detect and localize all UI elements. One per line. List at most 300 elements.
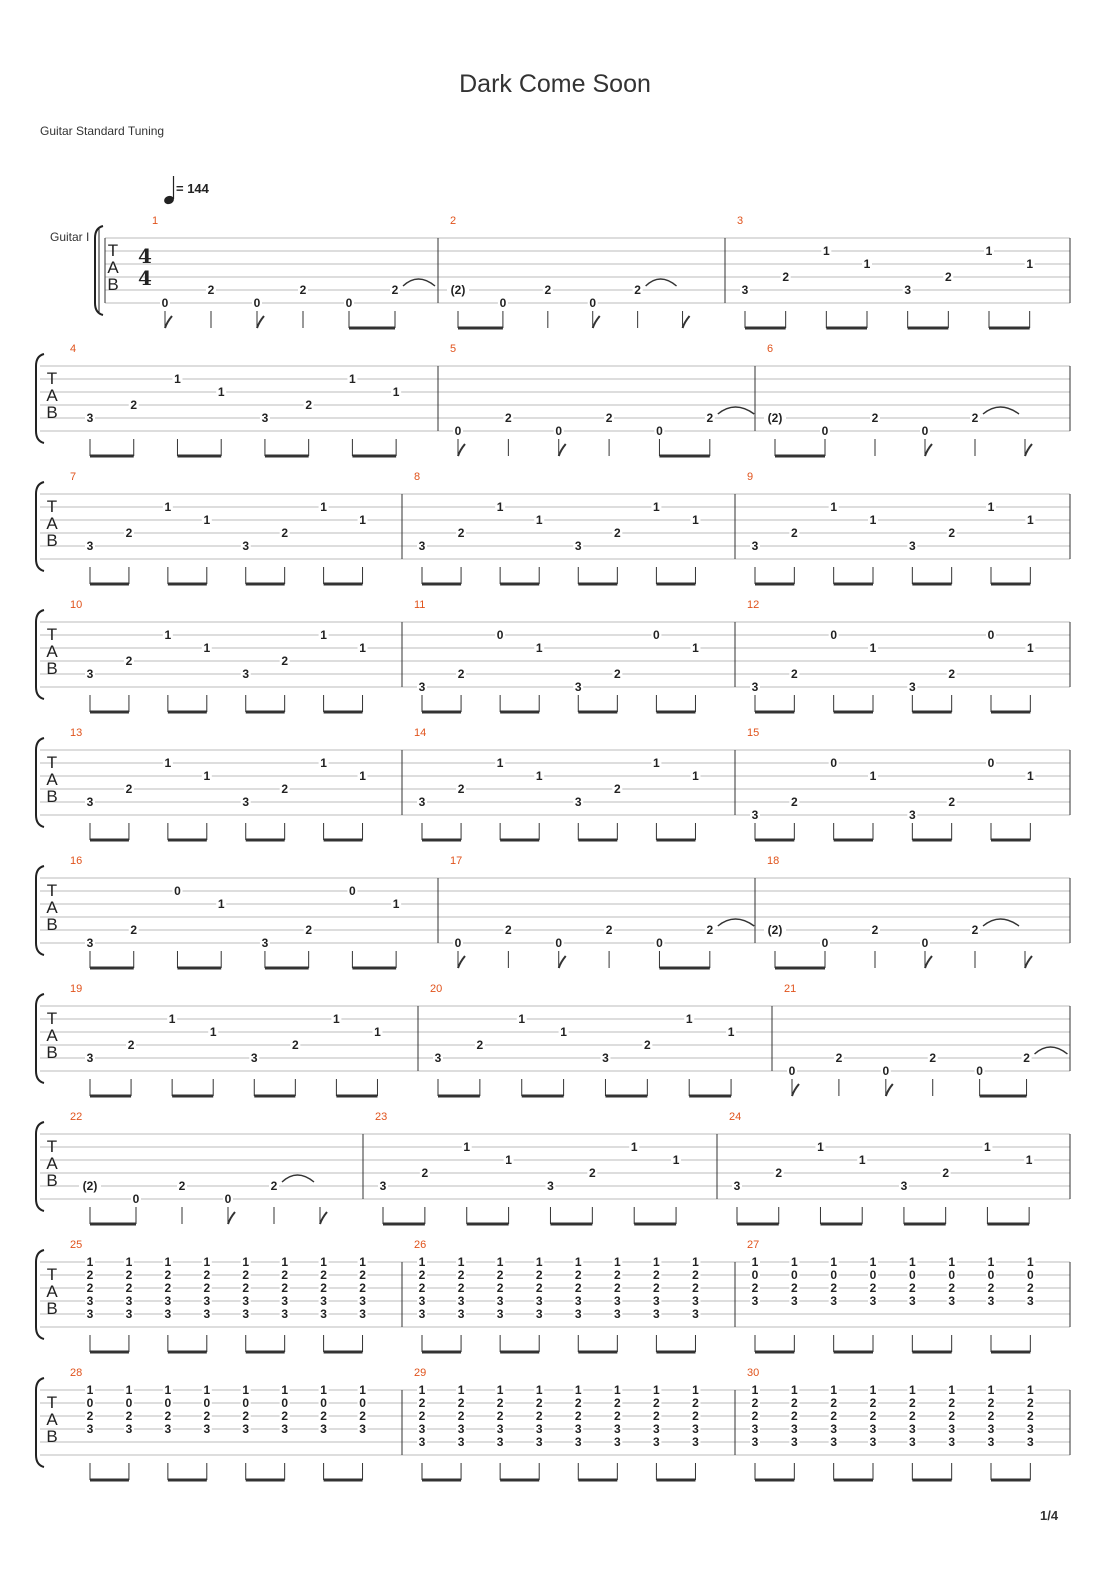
fret-number: 0: [589, 296, 597, 310]
fret-number: 2: [613, 1281, 621, 1295]
fret-number: 3: [751, 1435, 759, 1449]
fret-number: 3: [602, 1051, 609, 1065]
fret-number: 0: [921, 424, 929, 438]
fret-number: 0: [496, 628, 504, 642]
fret-number: 1: [320, 756, 327, 770]
page-number: 1/4: [1040, 1508, 1059, 1523]
fret-number: 2: [1026, 1396, 1034, 1410]
fret-number: 2: [948, 1409, 956, 1423]
fret-number: 1: [535, 1255, 543, 1269]
fret-number: 3: [653, 1307, 660, 1321]
fret-number: 2: [391, 283, 399, 297]
system-bracket: [36, 866, 44, 955]
fret-number: 3: [86, 1051, 94, 1065]
fret-number: 3: [281, 1422, 289, 1436]
fret-number: 3: [261, 411, 269, 425]
fret-number: 0: [224, 1192, 232, 1206]
fret-number: 1: [830, 500, 838, 514]
fret-number: 2: [418, 1396, 426, 1410]
fret-number: 2: [835, 1051, 843, 1065]
fret-number: 2: [871, 923, 879, 937]
tab-clef-a: A: [46, 1410, 58, 1429]
fret-number: 3: [418, 1435, 426, 1449]
fret-number: 2: [613, 667, 621, 681]
tab-clef-b: B: [46, 915, 58, 934]
eighth-flag: [257, 316, 264, 328]
tab-clef-t: T: [46, 497, 58, 516]
fret-number: (2): [82, 1179, 98, 1193]
fret-number: 1: [418, 1255, 426, 1269]
fret-number: 3: [733, 1179, 741, 1193]
fret-number: 1: [869, 1383, 877, 1397]
fret-number: 0: [499, 296, 507, 310]
fret-number: 3: [86, 1294, 94, 1308]
fret-number: 1: [164, 500, 172, 514]
fret-number: 3: [203, 1422, 211, 1436]
fret-number: 1: [672, 1153, 680, 1167]
fret-number: 2: [164, 1268, 172, 1282]
fret-number: 3: [653, 1294, 660, 1308]
eighth-flag: [925, 444, 932, 456]
fret-number: 1: [359, 513, 366, 527]
fret-number: 3: [790, 1435, 798, 1449]
fret-number: 3: [418, 1422, 426, 1436]
fret-number: 1: [203, 513, 211, 527]
tab-clef-t: T: [46, 1009, 58, 1028]
fret-number: 0: [86, 1396, 94, 1410]
fret-number: 2: [706, 411, 714, 425]
fret-number: 2: [457, 1396, 465, 1410]
measure-number: 8: [414, 471, 421, 483]
fret-number: 2: [125, 654, 133, 668]
fret-number: 2: [242, 1268, 250, 1282]
system-bracket: [36, 1378, 44, 1467]
fret-number: 3: [653, 1435, 660, 1449]
fret-number: 3: [908, 808, 916, 822]
fret-number: 1: [242, 1255, 250, 1269]
fret-number: 1: [281, 1383, 289, 1397]
fret-number: 2: [790, 1281, 798, 1295]
fret-number: 2: [613, 1409, 621, 1423]
fret-number: 3: [830, 1294, 838, 1308]
measure-number: 20: [430, 983, 443, 995]
fret-number: 3: [242, 1294, 250, 1308]
fret-number: 2: [613, 782, 621, 796]
fret-number: 2: [574, 1409, 582, 1423]
fret-number: 3: [242, 667, 250, 681]
fret-number: 2: [605, 923, 613, 937]
system-bracket: [36, 482, 44, 571]
fret-number: 1: [830, 1255, 838, 1269]
fret-number: 2: [971, 411, 979, 425]
fret-number: 2: [908, 1281, 916, 1295]
fret-number: 1: [349, 372, 356, 386]
fret-number: 1: [168, 1012, 176, 1026]
tab-clef-b: B: [46, 787, 58, 806]
fret-number: 3: [457, 1422, 465, 1436]
fret-number: 1: [392, 385, 400, 399]
fret-number: 3: [203, 1307, 211, 1321]
eighth-flag: [559, 956, 566, 968]
fret-number: 2: [653, 1396, 660, 1410]
fret-number: 2: [125, 1409, 133, 1423]
fret-number: 2: [299, 283, 307, 297]
fret-number: 3: [751, 680, 759, 694]
fret-number: 0: [921, 936, 929, 950]
fret-number: 3: [1026, 1435, 1034, 1449]
fret-number: 3: [164, 1422, 172, 1436]
fret-number: 3: [320, 1422, 327, 1436]
fret-number: 3: [250, 1051, 258, 1065]
fret-number: 3: [86, 795, 94, 809]
fret-number: 2: [125, 526, 133, 540]
fret-number: 3: [203, 1294, 211, 1308]
fret-number: 3: [574, 1294, 582, 1308]
fret-number: 1: [692, 1383, 699, 1397]
fret-number: 0: [242, 1396, 250, 1410]
fret-number: 3: [869, 1422, 877, 1436]
fret-number: 3: [692, 1435, 699, 1449]
fret-number: 2: [86, 1281, 94, 1295]
fret-number: (2): [450, 283, 466, 297]
eighth-flag: [458, 956, 465, 968]
fret-number: 0: [359, 1396, 366, 1410]
fret-number: 3: [1026, 1422, 1034, 1436]
fret-number: 3: [86, 936, 94, 950]
fret-number: 2: [359, 1409, 366, 1423]
fret-number: 1: [125, 1383, 133, 1397]
fret-number: 3: [261, 936, 269, 950]
system-bracket: [36, 738, 44, 827]
fret-number: 2: [871, 411, 879, 425]
tab-clef-a: A: [46, 898, 58, 917]
tab-clef-a: A: [46, 514, 58, 533]
fret-number: 1: [692, 641, 699, 655]
measure-number: 14: [414, 727, 427, 739]
tuning-label: Guitar Standard Tuning: [40, 124, 165, 138]
fret-number: 1: [692, 769, 699, 783]
measure-number: 2: [450, 215, 457, 227]
fret-number: 2: [908, 1396, 916, 1410]
tab-clef-b: B: [46, 531, 58, 550]
fret-number: 1: [359, 1383, 366, 1397]
fret-number: 1: [751, 1383, 759, 1397]
tab-clef-t: T: [107, 241, 119, 260]
fret-number: 1: [392, 897, 400, 911]
tab-clef-t: T: [46, 753, 58, 772]
fret-number: 3: [125, 1294, 133, 1308]
fret-number: 3: [457, 1435, 465, 1449]
fret-number: 2: [320, 1281, 327, 1295]
fret-number: 1: [518, 1012, 526, 1026]
fret-number: 2: [613, 1268, 621, 1282]
fret-number: 3: [547, 1179, 554, 1193]
fret-number: 1: [560, 1025, 567, 1039]
fret-number: 1: [830, 1383, 838, 1397]
measure-number: 29: [414, 1367, 427, 1379]
fret-number: 2: [574, 1396, 582, 1410]
tie-arc: [403, 279, 435, 286]
fret-number: 2: [359, 1268, 366, 1282]
fret-number: 1: [574, 1383, 582, 1397]
fret-number: 3: [496, 1307, 504, 1321]
fret-number: 3: [418, 680, 426, 694]
fret-number: 0: [653, 628, 660, 642]
fret-number: 3: [535, 1307, 543, 1321]
fret-number: 2: [457, 1268, 465, 1282]
fret-number: 2: [634, 283, 641, 297]
fret-number: 2: [1023, 1051, 1030, 1065]
fret-number: 0: [161, 296, 169, 310]
fret-number: 3: [741, 283, 749, 297]
system-bracket: [36, 610, 44, 699]
fret-number: 1: [374, 1025, 381, 1039]
fret-number: 1: [613, 1255, 621, 1269]
measure-number: 3: [737, 215, 744, 227]
tab-clef-b: B: [46, 1299, 58, 1318]
fret-number: 2: [203, 1409, 211, 1423]
fret-number: 2: [457, 526, 465, 540]
fret-number: 3: [948, 1422, 956, 1436]
fret-number: 0: [830, 628, 838, 642]
tab-clef-b: B: [46, 659, 58, 678]
tab-clef-a: A: [46, 642, 58, 661]
fret-number: 3: [418, 1294, 426, 1308]
fret-number: 3: [535, 1422, 543, 1436]
fret-number: 3: [692, 1422, 699, 1436]
fret-number: 3: [1026, 1294, 1034, 1308]
eighth-flag: [1025, 444, 1032, 456]
fret-number: 1: [869, 513, 877, 527]
tempo-marking: = 144: [176, 181, 209, 196]
fret-number: 3: [86, 1422, 94, 1436]
fret-number: 0: [976, 1064, 983, 1078]
fret-number: 1: [164, 1255, 172, 1269]
fret-number: 3: [908, 1435, 916, 1449]
fret-number: 1: [359, 769, 366, 783]
fret-number: 0: [454, 424, 462, 438]
fret-number: 2: [1026, 1281, 1034, 1295]
fret-number: 2: [127, 1038, 135, 1052]
fret-number: 1: [217, 385, 225, 399]
fret-number: 0: [132, 1192, 140, 1206]
measure-number: 19: [70, 983, 83, 995]
fret-number: 2: [830, 1281, 838, 1295]
fret-number: 1: [987, 500, 995, 514]
fret-number: 1: [359, 1255, 366, 1269]
fret-number: 2: [281, 1409, 289, 1423]
fret-number: 2: [535, 1409, 543, 1423]
fret-number: 2: [790, 795, 798, 809]
fret-number: 2: [242, 1281, 250, 1295]
fret-number: 1: [164, 628, 172, 642]
measure-number: 15: [747, 727, 760, 739]
fret-number: 3: [418, 1307, 426, 1321]
fret-number: 2: [125, 782, 133, 796]
fret-number: 1: [630, 1140, 638, 1154]
fret-number: 1: [948, 1383, 956, 1397]
fret-number: 1: [203, 1383, 211, 1397]
fret-number: 1: [984, 1140, 991, 1154]
fret-number: 3: [359, 1294, 366, 1308]
fret-number: 3: [281, 1307, 289, 1321]
tie-arc: [646, 279, 677, 286]
fret-number: 1: [496, 500, 504, 514]
fret-number: 2: [948, 795, 956, 809]
fret-number: 0: [125, 1396, 133, 1410]
fret-number: 2: [86, 1268, 94, 1282]
fret-number: 1: [320, 628, 327, 642]
fret-number: 1: [790, 1383, 798, 1397]
fret-number: 1: [203, 769, 211, 783]
measure-number: 16: [70, 855, 83, 867]
fret-number: 0: [790, 1268, 798, 1282]
tab-clef-t: T: [46, 369, 58, 388]
system-bracket: [36, 1250, 44, 1339]
fret-number: 2: [125, 1268, 133, 1282]
fret-number: 1: [869, 769, 877, 783]
fret-number: 3: [908, 1422, 916, 1436]
tab-clef-t: T: [46, 1137, 58, 1156]
fret-number: 2: [496, 1268, 504, 1282]
fret-number: 2: [457, 1281, 465, 1295]
fret-number: 1: [653, 1383, 660, 1397]
fret-number: 2: [751, 1281, 759, 1295]
measure-number: 18: [767, 855, 780, 867]
fret-number: 0: [174, 884, 181, 898]
fret-number: 3: [320, 1307, 327, 1321]
fret-number: 2: [869, 1396, 877, 1410]
fret-number: 0: [788, 1064, 796, 1078]
fret-number: 2: [457, 1409, 465, 1423]
fret-number: 2: [305, 398, 313, 412]
fret-number: 1: [535, 1383, 543, 1397]
fret-number: 3: [496, 1294, 504, 1308]
fret-number: 1: [948, 1255, 956, 1269]
fret-number: 3: [908, 1294, 916, 1308]
fret-number: 3: [751, 539, 759, 553]
fret-number: 3: [574, 1422, 582, 1436]
fret-number: 1: [1026, 641, 1034, 655]
fret-number: 3: [869, 1294, 877, 1308]
tab-clef-a: A: [46, 1026, 58, 1045]
fret-number: 2: [869, 1281, 877, 1295]
fret-number: 1: [505, 1153, 512, 1167]
fret-number: 1: [869, 1255, 877, 1269]
fret-number: 2: [574, 1281, 582, 1295]
fret-number: 2: [207, 283, 215, 297]
tab-clef-t: T: [46, 1265, 58, 1284]
tab-clef-a: A: [46, 1154, 58, 1173]
measure-number: 23: [375, 1111, 388, 1123]
fret-number: 3: [830, 1422, 838, 1436]
fret-number: 3: [242, 795, 250, 809]
fret-number: 2: [86, 1409, 94, 1423]
time-signature-top: 4: [138, 244, 152, 268]
fret-number: 3: [379, 1179, 387, 1193]
fret-number: 1: [535, 769, 543, 783]
fret-number: 0: [555, 424, 563, 438]
tab-clef-b: B: [46, 403, 58, 422]
eighth-flag: [320, 1212, 327, 1224]
fret-number: 3: [948, 1294, 956, 1308]
fret-number: 3: [613, 1422, 621, 1436]
fret-number: 3: [987, 1422, 995, 1436]
measure-number: 4: [70, 343, 77, 355]
fret-number: 2: [496, 1281, 504, 1295]
eighth-flag: [792, 1084, 799, 1096]
fret-number: 0: [882, 1064, 890, 1078]
fret-number: 2: [125, 1281, 133, 1295]
fret-number: 2: [830, 1409, 838, 1423]
fret-number: 1: [457, 1255, 465, 1269]
fret-number: 3: [418, 539, 426, 553]
eighth-flag: [165, 316, 172, 328]
fret-number: 2: [948, 526, 956, 540]
fret-number: 0: [203, 1396, 211, 1410]
fret-number: 2: [643, 1038, 651, 1052]
eighth-flag: [559, 444, 566, 456]
tie-arc: [718, 407, 754, 414]
fret-number: 3: [434, 1051, 442, 1065]
fret-number: 3: [751, 1422, 759, 1436]
fret-number: 0: [1026, 1268, 1034, 1282]
fret-number: 1: [496, 1383, 504, 1397]
fret-number: 1: [613, 1383, 621, 1397]
fret-number: 0: [345, 296, 353, 310]
fret-number: 2: [457, 667, 465, 681]
fret-number: 3: [987, 1294, 995, 1308]
measure-number: 25: [70, 1239, 83, 1251]
fret-number: 3: [242, 1307, 250, 1321]
fret-number: 0: [830, 1268, 838, 1282]
fret-number: 3: [830, 1435, 838, 1449]
fret-number: 3: [574, 539, 582, 553]
fret-number: 1: [1026, 769, 1034, 783]
fret-number: 3: [496, 1435, 504, 1449]
fret-number: 0: [821, 424, 829, 438]
system-bracket: [36, 994, 44, 1083]
fret-number: 1: [1026, 1255, 1034, 1269]
fret-number: 0: [869, 1268, 877, 1282]
tab-clef-b: B: [46, 1043, 58, 1062]
tab-clef-a: A: [46, 1282, 58, 1301]
tab-clef-b: B: [46, 1171, 58, 1190]
fret-number: 1: [1026, 257, 1034, 271]
fret-number: 1: [1026, 513, 1034, 527]
fret-number: 2: [281, 1281, 289, 1295]
tab-clef-t: T: [46, 881, 58, 900]
fret-number: 0: [821, 936, 829, 950]
fret-number: 1: [987, 1383, 995, 1397]
fret-number: 2: [987, 1409, 995, 1423]
fret-number: 2: [1026, 1409, 1034, 1423]
fret-number: 2: [270, 1179, 278, 1193]
fret-number: 2: [130, 398, 138, 412]
fret-number: 3: [574, 1307, 582, 1321]
measure-number: 10: [70, 599, 83, 611]
fret-number: 1: [359, 641, 366, 655]
fret-number: 1: [281, 1255, 289, 1269]
fret-number: 1: [985, 244, 993, 258]
fret-number: 3: [900, 1179, 908, 1193]
measure-number: 9: [747, 471, 754, 483]
fret-number: 2: [929, 1051, 937, 1065]
fret-number: 2: [320, 1409, 327, 1423]
measure-number: 27: [747, 1239, 760, 1251]
fret-number: 1: [817, 1140, 824, 1154]
fret-number: 3: [574, 680, 582, 694]
